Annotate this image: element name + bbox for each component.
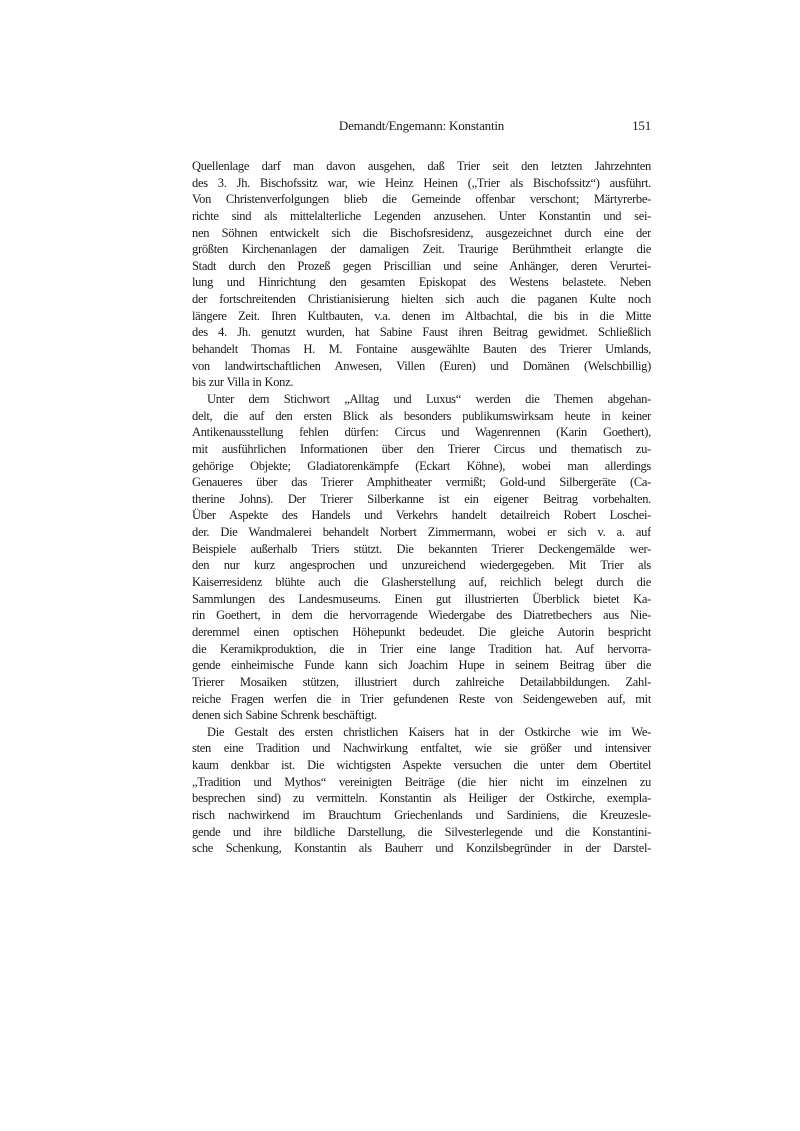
body-text [192, 158, 651, 857]
paragraph [192, 724, 651, 857]
text-line: gehörige Objekte; Gladiatorenkämpfe (Eckart Köhne), wobei man allerdings [192, 458, 651, 473]
text-line: bis zur Villa in Konz. [192, 375, 294, 390]
text-line: Stadt durch den Prozeß gegen Priscillian und seine Anhänger, deren Verurtei- [192, 258, 651, 273]
text-line: von landwirtschaftlichen Anwesen, Villen (Euren) und Domänen (Welschbillig) [192, 358, 651, 373]
page-number: 151 [632, 118, 651, 133]
text-line: Trierer Mosaiken stützen, illustriert durch zahlreiche Detailabbildungen. Zahl- [192, 674, 651, 689]
text-line: rin Goethert, in dem die hervorragende Wiedergabe des Diatretbechers aus Nie- [192, 608, 651, 623]
text-line: kaum denkbar ist. Die wichtigsten Aspekte versuchen die unter dem Obertitel [192, 758, 651, 773]
text-line: „Tradition und Mythos“ vereinigten Beiträge (die hier nicht im einzelnen zu [192, 774, 651, 789]
text-line: delt, die auf den ersten Blick als besonders publikumswirksam heute in keiner [192, 408, 651, 423]
text-line: des 3. Jh. Bischofssitz war, wie Heinz Heinen („Trier als Bischofssitz“) ausführt. [192, 175, 651, 190]
text-line: längere Zeit. Ihren Kultbauten, v.a. denen im Altbachtal, die bis in die Mitte [192, 308, 651, 323]
text-line: denen sich Sabine Schrenk beschäftigt. [192, 708, 377, 723]
text-line: risch nachwirkend im Brauchtum Griechenlands und Sardiniens, die Kreuzesle- [192, 807, 651, 822]
text-block [192, 118, 651, 857]
text-line: gende und ihre bildliche Darstellung, die Silvesterlegende und die Konstantini- [192, 824, 651, 839]
text-line: gende einheimische Funde kann sich Joachim Hupe in seinem Beitrag über die [192, 658, 651, 673]
running-header-title: Demandt/Engemann: Konstantin [338, 118, 505, 133]
text-line: Antikenausstellung fehlen dürfen: Circus und Wagenrennen (Karin Goethert), [192, 425, 651, 440]
text-line: Quellenlage darf man davon ausgehen, daß Trier seit den letzten Jahrzehnten [192, 159, 651, 173]
text-line: Über Aspekte des Handels und Verkehrs handelt detailreich Robert Loschei- [192, 508, 651, 523]
text-line: besprechen sind) zu vermitteln. Konstantin als Heiliger der Ostkirche, exempla- [192, 791, 651, 806]
text-line: Die Gestalt des ersten christlichen Kaisers hat in der Ostkirche wie im We- [207, 724, 651, 739]
text-line: den nur kurz angesprochen und unzureichend wiedergegeben. Mit Trier als [192, 558, 651, 573]
text-line: Von Christenverfolgungen blieb die Gemeinde offenbar verschont; Märtyrerbe- [192, 192, 651, 207]
paragraph [192, 391, 651, 724]
text-line: die Keramikproduktion, die in Trier eine lange Tradition hat. Auf hervorra- [192, 641, 651, 656]
text-line: therine Johns). Der Trierer Silberkanne ist ein eigener Beitrag vorbehalten. [192, 491, 651, 506]
text-line: deremmel einen optischen Höhepunkt bedeudet. Die gleiche Autorin bespricht [192, 624, 651, 639]
text-line: nen Söhnen entwickelt sich die Bischofsresidenz, ausgezeichnet durch eine der [192, 225, 651, 240]
text-line: mit ausführlichen Informationen über den Trierer Circus und thematisch zu- [192, 441, 651, 456]
text-line: Kaiserresidenz blühte auch die Glasherstellung auf, reichlich belegt durch die [192, 575, 651, 590]
text-line: des 4. Jh. genutzt wurden, hat Sabine Faust ihren Beitrag gewidmet. Schließlich [192, 325, 651, 340]
text-line: der. Die Wandmalerei behandelt Norbert Zimmermann, wobei er sich v. a. auf [192, 525, 651, 540]
text-line: behandelt Thomas H. M. Fontaine ausgewählte Bauten des Trierer Umlands, [192, 342, 651, 357]
text-line: reiche Fragen werfen die in Trier gefundenen Reste von Seidengeweben auf, mit [192, 691, 651, 706]
paragraph [192, 158, 651, 391]
running-header [192, 118, 651, 134]
text-line: der fortschreitenden Christianisierung hielten sich auch die paganen Kulte noch [192, 292, 651, 307]
text-line: lung und Hinrichtung den gesamten Episkopat des Westens belastete. Neben [192, 275, 651, 290]
text-line: richte sind als mittelalterliche Legenden anzusehen. Unter Konstantin und sei- [192, 208, 651, 223]
text-line: größten Kirchenanlagen der damaligen Zeit. Traurige Berühmtheit erlangte die [192, 242, 651, 257]
text-line: Unter dem Stichwort „Alltag und Luxus“ werden die Themen abgehan- [207, 391, 651, 406]
text-line: sche Schenkung, Konstantin als Bauherr und Konzilsbegründer in der Darstel- [192, 841, 651, 856]
text-line: Sammlungen des Landesmuseums. Einen gut illustrierten Überblick bietet Ka- [192, 591, 651, 606]
text-line: Beispiele außerhalb Triers stützt. Die bekannten Trierer Deckengemälde wer- [192, 541, 651, 556]
text-line: sten eine Tradition und Nachwirkung entfaltet, wie sie größer und intensiver [192, 741, 651, 756]
text-line: Genaueres über das Trierer Amphitheater vermißt; Gold-und Silbergeräte (Ca- [192, 475, 651, 490]
